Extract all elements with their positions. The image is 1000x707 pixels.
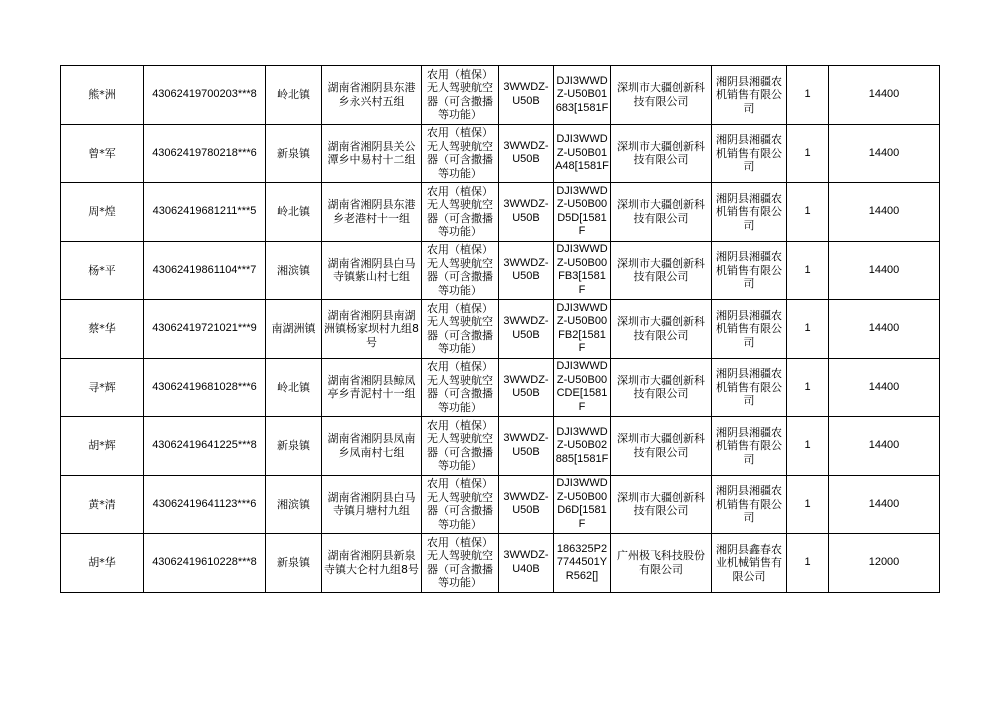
cell-quantity: 1 bbox=[787, 358, 829, 417]
cell-address: 湖南省湘阴县南湖洲镇杨家坝村九组8号 bbox=[322, 300, 422, 359]
cell-model: 3WWDZ-U50B bbox=[499, 300, 554, 359]
cell-manufacturer: 深圳市大疆创新科技有限公司 bbox=[611, 300, 712, 359]
cell-model: 3WWDZ-U50B bbox=[499, 417, 554, 476]
cell-quantity: 1 bbox=[787, 124, 829, 183]
cell-serial: DJI3WWDZ-U50B00CDE[1581F bbox=[554, 358, 611, 417]
table-row bbox=[61, 475, 940, 534]
cell-id-number: 43062419780218***6 bbox=[144, 124, 266, 183]
cell-product: 农用（植保）无人驾驶航空器（可含撒播等功能） bbox=[422, 124, 499, 183]
table-body bbox=[61, 66, 940, 593]
cell-address: 湖南省湘阴县东港乡永兴村五组 bbox=[322, 66, 422, 125]
cell-quantity: 1 bbox=[787, 183, 829, 242]
cell-serial: DJI3WWDZ-U50B02885[1581F bbox=[554, 417, 611, 476]
cell-name: 曾*军 bbox=[61, 124, 144, 183]
cell-serial: DJI3WWDZ-U50B00D6D[1581F bbox=[554, 475, 611, 534]
cell-quantity: 1 bbox=[787, 66, 829, 125]
subsidy-table bbox=[60, 65, 940, 593]
cell-model: 3WWDZ-U50B bbox=[499, 66, 554, 125]
cell-serial: 186325P27744501YR562[] bbox=[554, 534, 611, 593]
cell-id-number: 43062419641225***8 bbox=[144, 417, 266, 476]
cell-town: 岭北镇 bbox=[266, 358, 322, 417]
cell-dealer: 湘阴县湘疆农机销售有限公司 bbox=[712, 417, 787, 476]
cell-id-number: 43062419861104***7 bbox=[144, 241, 266, 300]
cell-model: 3WWDZ-U50B bbox=[499, 475, 554, 534]
cell-manufacturer: 深圳市大疆创新科技有限公司 bbox=[611, 358, 712, 417]
cell-dealer: 湘阴县湘疆农机销售有限公司 bbox=[712, 358, 787, 417]
cell-serial: DJI3WWDZ-U50B00FB3[1581F bbox=[554, 241, 611, 300]
cell-amount: 14400 bbox=[829, 358, 940, 417]
cell-town: 湘滨镇 bbox=[266, 241, 322, 300]
cell-name: 周*煌 bbox=[61, 183, 144, 242]
cell-model: 3WWDZ-U40B bbox=[499, 534, 554, 593]
cell-quantity: 1 bbox=[787, 241, 829, 300]
cell-id-number: 43062419610228***8 bbox=[144, 534, 266, 593]
cell-manufacturer: 深圳市大疆创新科技有限公司 bbox=[611, 417, 712, 476]
cell-serial: DJI3WWDZ-U50B01A48[1581F bbox=[554, 124, 611, 183]
table-row bbox=[61, 300, 940, 359]
cell-product: 农用（植保）无人驾驶航空器（可含撒播等功能） bbox=[422, 66, 499, 125]
cell-name: 蔡*华 bbox=[61, 300, 144, 359]
cell-product: 农用（植保）无人驾驶航空器（可含撒播等功能） bbox=[422, 534, 499, 593]
cell-dealer: 湘阴县湘疆农机销售有限公司 bbox=[712, 241, 787, 300]
cell-product: 农用（植保）无人驾驶航空器（可含撒播等功能） bbox=[422, 358, 499, 417]
cell-model: 3WWDZ-U50B bbox=[499, 183, 554, 242]
cell-amount: 14400 bbox=[829, 66, 940, 125]
cell-name: 熊*洲 bbox=[61, 66, 144, 125]
cell-address: 湖南省湘阴县凤南乡凤南村七组 bbox=[322, 417, 422, 476]
cell-dealer: 湘阴县湘疆农机销售有限公司 bbox=[712, 300, 787, 359]
cell-quantity: 1 bbox=[787, 417, 829, 476]
cell-town: 湘滨镇 bbox=[266, 475, 322, 534]
cell-manufacturer: 深圳市大疆创新科技有限公司 bbox=[611, 475, 712, 534]
table-row bbox=[61, 241, 940, 300]
cell-amount: 14400 bbox=[829, 475, 940, 534]
cell-town: 新泉镇 bbox=[266, 417, 322, 476]
cell-dealer: 湘阴县湘疆农机销售有限公司 bbox=[712, 124, 787, 183]
cell-serial: DJI3WWDZ-U50B00D5D[1581F bbox=[554, 183, 611, 242]
cell-town: 新泉镇 bbox=[266, 124, 322, 183]
cell-name: 杨*平 bbox=[61, 241, 144, 300]
cell-town: 岭北镇 bbox=[266, 66, 322, 125]
cell-address: 湖南省湘阴县白马寺镇紫山村七组 bbox=[322, 241, 422, 300]
cell-manufacturer: 深圳市大疆创新科技有限公司 bbox=[611, 124, 712, 183]
cell-name: 黄*清 bbox=[61, 475, 144, 534]
cell-amount: 14400 bbox=[829, 417, 940, 476]
table-row bbox=[61, 124, 940, 183]
cell-product: 农用（植保）无人驾驶航空器（可含撒播等功能） bbox=[422, 475, 499, 534]
cell-id-number: 43062419681028***6 bbox=[144, 358, 266, 417]
cell-name: 寻*辉 bbox=[61, 358, 144, 417]
table-row bbox=[61, 183, 940, 242]
cell-town: 岭北镇 bbox=[266, 183, 322, 242]
cell-amount: 14400 bbox=[829, 183, 940, 242]
cell-manufacturer: 深圳市大疆创新科技有限公司 bbox=[611, 241, 712, 300]
table-row bbox=[61, 417, 940, 476]
cell-town: 南湖洲镇 bbox=[266, 300, 322, 359]
cell-dealer: 湘阴县湘疆农机销售有限公司 bbox=[712, 475, 787, 534]
cell-name: 胡*华 bbox=[61, 534, 144, 593]
cell-id-number: 43062419700203***8 bbox=[144, 66, 266, 125]
cell-manufacturer: 深圳市大疆创新科技有限公司 bbox=[611, 66, 712, 125]
cell-amount: 14400 bbox=[829, 241, 940, 300]
cell-product: 农用（植保）无人驾驶航空器（可含撒播等功能） bbox=[422, 241, 499, 300]
cell-id-number: 43062419681211***5 bbox=[144, 183, 266, 242]
cell-town: 新泉镇 bbox=[266, 534, 322, 593]
cell-model: 3WWDZ-U50B bbox=[499, 241, 554, 300]
cell-serial: DJI3WWDZ-U50B01683[1581F bbox=[554, 66, 611, 125]
cell-product: 农用（植保）无人驾驶航空器（可含撒播等功能） bbox=[422, 417, 499, 476]
cell-model: 3WWDZ-U50B bbox=[499, 124, 554, 183]
cell-id-number: 43062419721021***9 bbox=[144, 300, 266, 359]
cell-product: 农用（植保）无人驾驶航空器（可含撒播等功能） bbox=[422, 300, 499, 359]
cell-amount: 12000 bbox=[829, 534, 940, 593]
cell-address: 湖南省湘阴县白马寺镇月塘村九组 bbox=[322, 475, 422, 534]
table-row bbox=[61, 66, 940, 125]
cell-address: 湖南省湘阴县新泉寺镇大仑村九组8号 bbox=[322, 534, 422, 593]
cell-address: 湖南省湘阴县东港乡老港村十一组 bbox=[322, 183, 422, 242]
cell-serial: DJI3WWDZ-U50B00FB2[1581F bbox=[554, 300, 611, 359]
cell-name: 胡*辉 bbox=[61, 417, 144, 476]
cell-manufacturer: 深圳市大疆创新科技有限公司 bbox=[611, 183, 712, 242]
cell-dealer: 湘阴县湘疆农机销售有限公司 bbox=[712, 183, 787, 242]
cell-id-number: 43062419641123***6 bbox=[144, 475, 266, 534]
cell-manufacturer: 广州极飞科技股份有限公司 bbox=[611, 534, 712, 593]
cell-quantity: 1 bbox=[787, 534, 829, 593]
cell-address: 湖南省湘阴县关公潭乡中易村十二组 bbox=[322, 124, 422, 183]
cell-product: 农用（植保）无人驾驶航空器（可含撒播等功能） bbox=[422, 183, 499, 242]
table-row bbox=[61, 534, 940, 593]
document-page bbox=[60, 65, 940, 593]
cell-model: 3WWDZ-U50B bbox=[499, 358, 554, 417]
cell-address: 湖南省湘阴县鲸凤亭乡青泥村十一组 bbox=[322, 358, 422, 417]
cell-quantity: 1 bbox=[787, 475, 829, 534]
cell-amount: 14400 bbox=[829, 300, 940, 359]
cell-dealer: 湘阴县鑫春农业机械销售有限公司 bbox=[712, 534, 787, 593]
cell-dealer: 湘阴县湘疆农机销售有限公司 bbox=[712, 66, 787, 125]
cell-quantity: 1 bbox=[787, 300, 829, 359]
cell-amount: 14400 bbox=[829, 124, 940, 183]
table-row bbox=[61, 358, 940, 417]
